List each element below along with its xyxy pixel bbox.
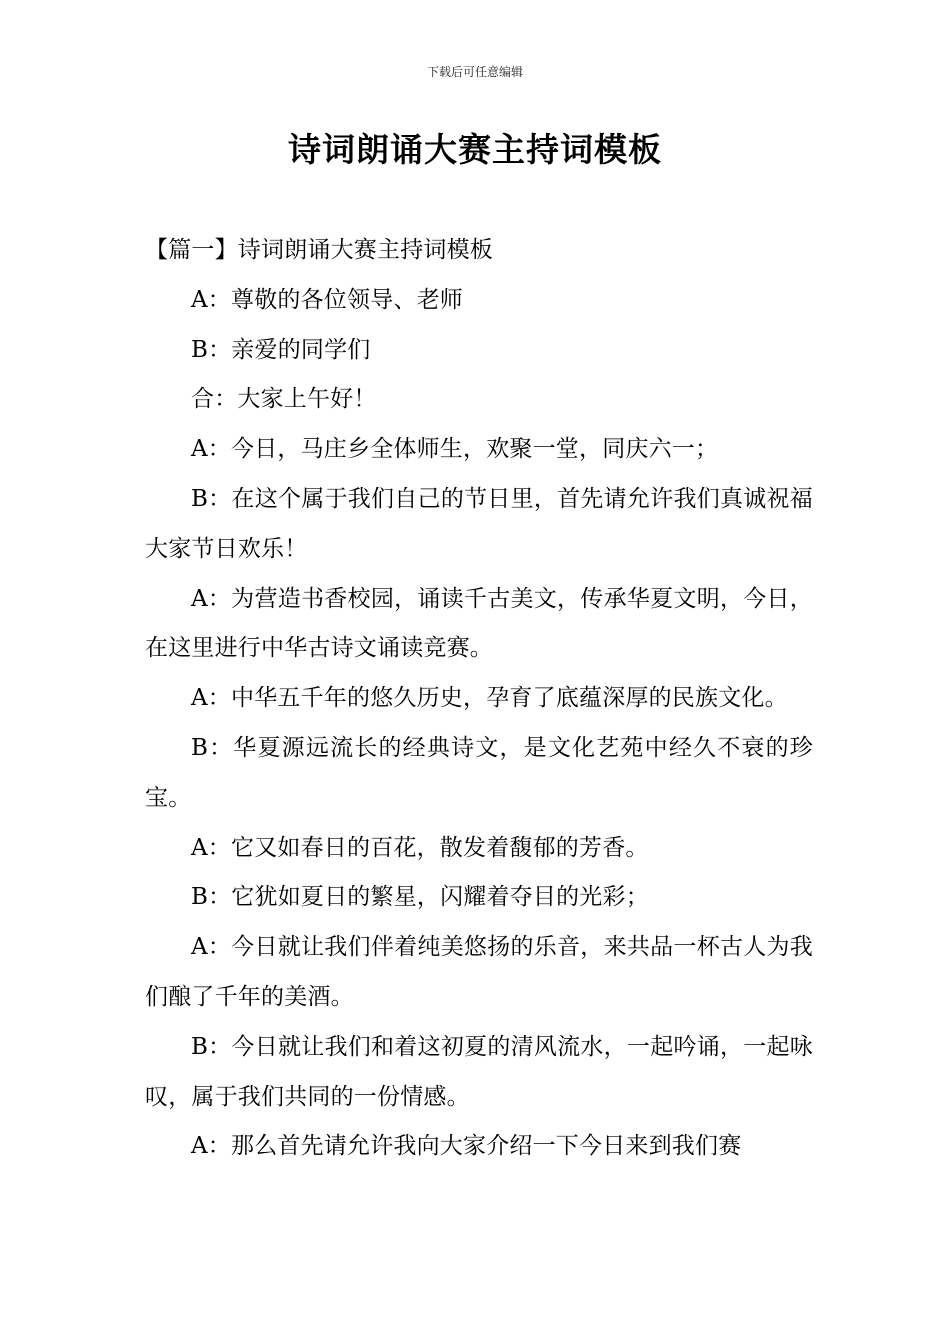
paragraph: A：它又如春日的百花，散发着馥郁的芳香。	[191, 834, 649, 861]
paragraph: B：今日就让我们和着这初夏的清风流水，一起吟诵，一起咏叹，属于我们共同的一份情感。	[145, 1033, 813, 1110]
document-body	[145, 226, 813, 1172]
paragraph: A：今日，马庄乡全体师生，欢聚一堂，同庆六一；	[191, 436, 719, 463]
paragraph: A：那么首先请允许我向大家介绍一下今日来到我们赛	[191, 1133, 742, 1160]
header-note: 下载后可任意编辑	[426, 65, 523, 79]
paragraph: A：今日就让我们伴着纯美悠扬的乐音，来共品一杯古人为我们酿了千年的美酒。	[145, 934, 813, 1010]
paragraph: 合：大家上午好！	[191, 386, 377, 413]
section-heading: 【篇一】诗词朗诵大赛主持词模板	[145, 237, 493, 263]
paragraph: B：在这个属于我们自己的节日里，首先请允许我们真诚祝福大家节日欢乐！	[145, 485, 813, 562]
paragraph: A：尊敬的各位领导、老师	[191, 286, 464, 313]
paragraph: A：为营造书香校园，诵读千古美文，传承华夏文明，今日，在这里进行中华古诗文诵读竞赛。	[145, 585, 813, 662]
paragraph: B：它犹如夏日的繁星，闪耀着夺目的光彩；	[191, 884, 649, 911]
document-title: 诗词朗诵大赛主持词模板	[288, 130, 662, 169]
paragraph: A：中华五千年的悠久历史，孕育了底蕴深厚的民族文化。	[191, 685, 788, 712]
paragraph: B：华夏源远流长的经典诗文，是文化艺苑中经久不衰的珍宝。	[145, 734, 813, 811]
paragraph: B：亲爱的同学们	[191, 336, 371, 363]
